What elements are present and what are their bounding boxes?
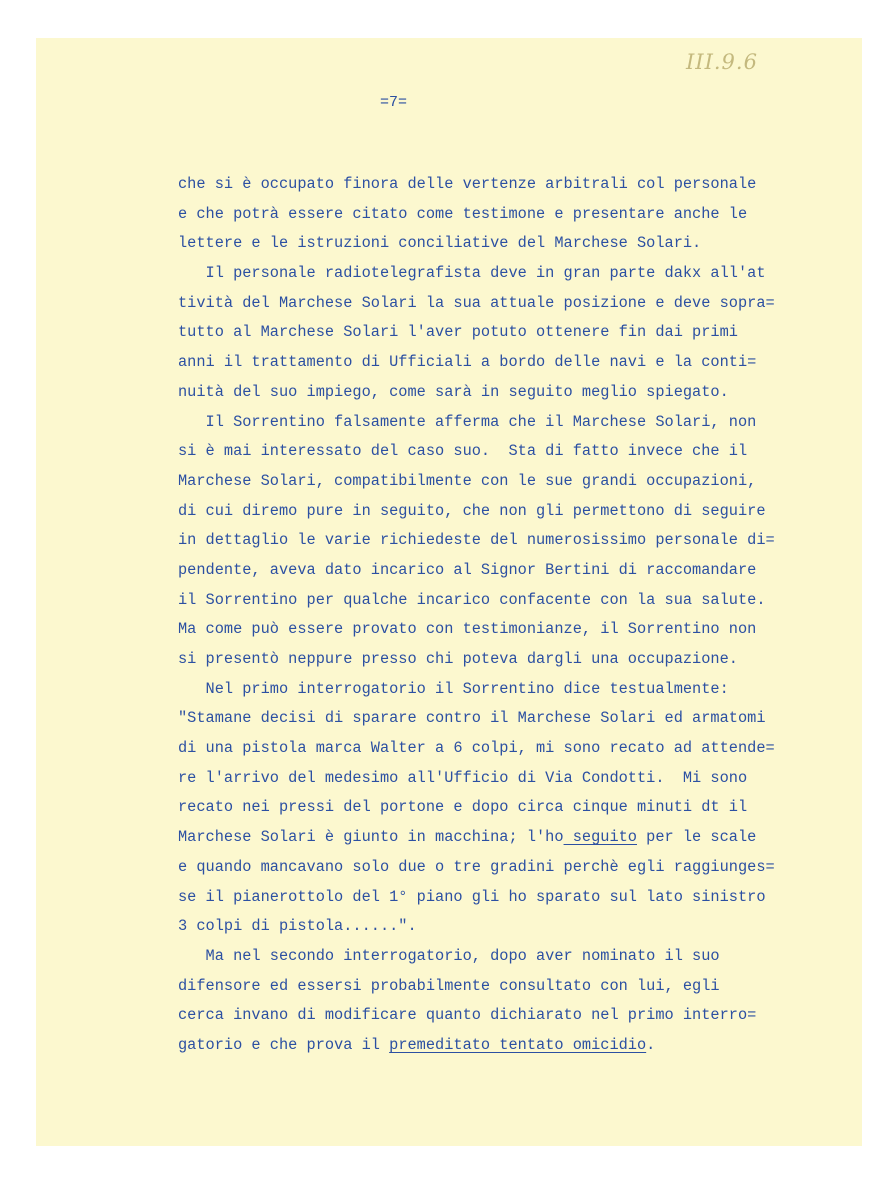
text-line	[178, 289, 858, 319]
archive-pencil-mark: III.9.6	[686, 50, 758, 74]
text-line	[178, 704, 858, 734]
line-text: Ma nel secondo interrogatorio, dopo aver nominato il suo	[178, 946, 720, 965]
line-text: il Sorrentino per qualche incarico confacente con la sua salute.	[178, 590, 766, 609]
line-text: recato nei pressi del portone e dopo circa cinque minuti dt il	[178, 798, 748, 817]
typewritten-body	[178, 170, 858, 1061]
line-text: lettere e le istruzioni conciliative del Marchese Solari.	[178, 234, 702, 253]
text-line	[178, 645, 858, 675]
line-text: si presentò neppure presso chi poteva dargli una occupazione.	[178, 650, 738, 668]
page-number: =7=	[380, 94, 408, 111]
text-line	[178, 259, 858, 289]
text-line	[178, 497, 858, 527]
text-line	[178, 348, 858, 378]
line-text: gatorio e che prova il	[178, 1035, 390, 1054]
text-line	[178, 318, 858, 348]
line-text: che si è occupato finora delle vertenze arbitrali col personale	[178, 175, 757, 193]
text-line	[178, 586, 858, 616]
text-line	[178, 1001, 858, 1031]
text-line	[178, 734, 858, 764]
text-line	[178, 764, 858, 794]
line-text: per le scale	[636, 828, 757, 847]
line-text: Marchese Solari è giunto in macchina; l'ho	[178, 828, 564, 847]
line-text: in dettaglio le varie richiedeste del numerosissimo personale di=	[178, 531, 775, 550]
line-text: Il Sorrentino falsamente afferma che il Marchese Solari, non	[178, 412, 757, 431]
text-line	[178, 883, 858, 913]
line-text: Il personale radiotelegrafista deve in gran parte dakx all'at	[178, 264, 766, 283]
text-line	[178, 615, 858, 645]
line-text: difensore ed essersi probabilmente consultato con lui, egli	[178, 976, 720, 995]
line-text: Ma come può essere provato con testimonianze, il Sorrentino non	[178, 620, 757, 639]
text-line	[178, 556, 858, 586]
line-text: Nel primo interrogatorio il Sorrentino dice testualmente:	[178, 679, 729, 698]
line-text: Marchese Solari, compatibilmente con le sue grandi occupazioni,	[178, 471, 757, 490]
line-text: cerca invano di modificare quanto dichiarato nel primo interro=	[178, 1006, 757, 1025]
line-text: di cui diremo pure in seguito, che non gli permettono di seguire	[178, 501, 766, 520]
text-line	[178, 942, 858, 972]
text-line	[178, 675, 858, 705]
text-line	[178, 1031, 858, 1061]
text-line	[178, 378, 858, 408]
text-line	[178, 229, 858, 259]
text-line	[178, 972, 858, 1002]
text-line	[178, 823, 858, 853]
text-line	[178, 170, 858, 200]
line-text: se il pianerottolo del 1° piano gli ho sparato sul lato sinistro	[178, 887, 766, 906]
line-text: e quando mancavano solo due o tre gradini perchè egli raggiunges=	[178, 857, 775, 876]
text-line	[178, 912, 858, 942]
line-text: 3 colpi di pistola......".	[178, 917, 417, 936]
line-text: .	[646, 1035, 656, 1054]
text-line	[178, 853, 858, 883]
line-text: pendente, aveva dato incarico al Signor Bertini di raccomandare	[178, 560, 757, 579]
line-text: si è mai interessato del caso suo. Sta di fatto invece che il	[178, 442, 748, 461]
line-text: anni il trattamento di Ufficiali a bordo delle navi e la conti=	[178, 353, 757, 372]
line-text: re l'arrivo del medesimo all'Ufficio di Via Condotti. Mi sono	[178, 768, 748, 787]
text-line	[178, 793, 858, 823]
text-line	[178, 437, 858, 467]
text-line	[178, 467, 858, 497]
line-text: "Stamane decisi di sparare contro il Marchese Solari ed armatomi	[178, 709, 766, 728]
underlined-text: premeditato tentato omicidio	[389, 1035, 647, 1054]
line-text: nuità del suo impiego, come sarà in seguito meglio spiegato.	[178, 382, 729, 401]
text-line	[178, 200, 858, 230]
text-line	[178, 526, 858, 556]
line-text: di una pistola marca Walter a 6 colpi, mi sono recato ad attende=	[178, 739, 775, 758]
text-line	[178, 408, 858, 438]
line-text: tutto al Marchese Solari l'aver potuto ottenere fin dai primi	[178, 323, 738, 342]
underlined-text: seguito	[563, 828, 637, 847]
line-text: e che potrà essere citato come testimone e presentare anche le	[178, 204, 748, 223]
line-text: tività del Marchese Solari la sua attuale posizione e deve sopra=	[178, 293, 775, 312]
